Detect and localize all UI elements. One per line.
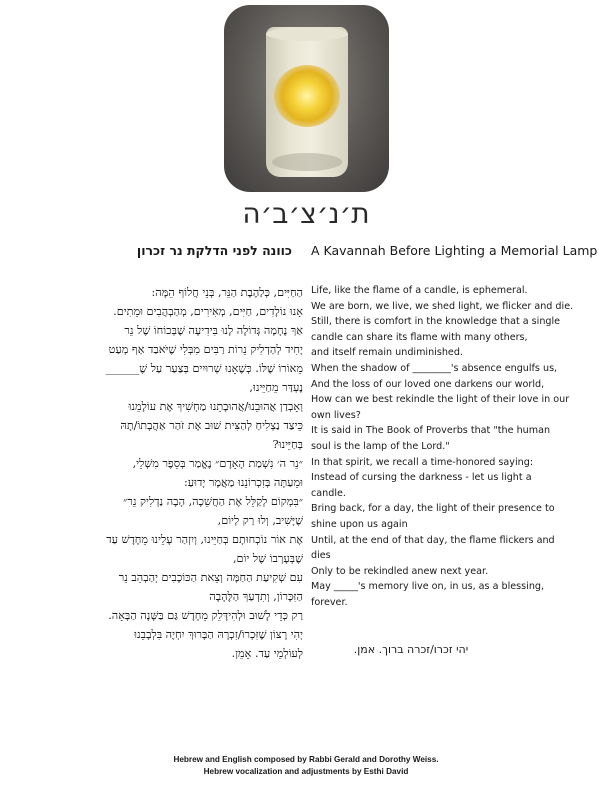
english-line: How can we best rekindle the light of their love in our (311, 394, 570, 406)
candle-icon (266, 27, 348, 177)
english-line: own lives? (311, 409, 361, 421)
english-heading: A Kavannah Before Lighting a Memorial Lamp (311, 243, 598, 258)
english-line: We are born, we live, we shed light, we flicker and die. (311, 300, 574, 312)
hebrew-line: הַזִּכָּרוֹן, וְתִדְעַךְ הַלֶּהָבָה (209, 590, 303, 603)
hebrew-line: וּמֵעַתָּה בְּזִכְרוֹנֵנוּ מַאֲמָר יָדוּעַ: (184, 476, 303, 489)
hebrew-line: רַק כְּדֵי לָשׁוּב וּלְהִידָּלֵק מֵחָדָשׁ גַּם בַּשָּׁנָה הַבָּאָה. (108, 609, 303, 622)
hebrew-line: ״בִּמְקוֹם לְקַלֵּל אֶת הַחֲשֵׁכָה, הָבָה נַדְלִיק נֵר״ (123, 495, 303, 508)
hebrew-line: שֶׁבְּעָרְבוֹ שֶׁל יוֹם, (233, 552, 303, 565)
credits-line-1: Hebrew and English composed by Rabbi Gerald and Dorothy Weiss. (173, 755, 439, 764)
english-line: and itself remain undiminished. (311, 347, 463, 359)
hebrew-line: אַךְ נֶחָמָה גְּדוֹלָה לָנוּ בִּידִיעָה שֶׁבְּכוֹחוֹ שֶׁל נֵר (124, 324, 303, 337)
hebrew-line: וְאָבְדַן אֲהוּבֵנוּ/אֲהוּבָתֵנוּ מַחְשִׁיךְ אֶת עוֹלָמֵנוּ (128, 400, 303, 413)
hebrew-line: אָנוּ נוֹלָדִים, חַיִּים, מְאִירִים, מְהַבְהֲבִים וּמֵתִים. (113, 305, 303, 318)
english-line: soul is the lamp of the Lord." (311, 440, 450, 452)
hebrew-line: עִם שְׁקִיעַת הַחַמָּה וְצֵאת הַכּוֹכָבִים יְהַבְהֵב נֵר (118, 571, 303, 584)
english-line: When the shadow of ________'s absence engulfs us, (311, 362, 558, 374)
hebrew-line: כֵּיצַד נַצְלִיחַ לְהַצִּית שׁוּב אֶת זֹהַר אַהֲבָתוֹ/תָהּ (120, 419, 303, 432)
english-line: candle can share its flame with many others, (311, 331, 528, 343)
english-text-column (311, 283, 576, 610)
english-line: Until, at the end of that day, the flame flickers and (311, 534, 555, 546)
hebrew-line: ״נֵר ה׳ נִשְׁמַת הָאָדָם״ נֶאֱמַר בְּסֵפֶר מִשְׁלֵי, (132, 457, 303, 470)
english-line: In that spirit, we recall a time-honored saying: (311, 456, 534, 468)
english-line: And the loss of our loved one darkens our world, (311, 378, 545, 390)
english-line: dies (311, 550, 331, 562)
credits-line-2: Hebrew vocalization and adjustments by Esthi David (203, 767, 409, 776)
english-line: Still, there is comfort in the knowledge that a single (311, 316, 561, 328)
english-line: Instead of cursing the darkness - let us light a (311, 472, 532, 484)
hebrew-line: אֶת אוֹר נוֹכְחוּתָם בְּחַיֵּינוּ, וְיִזְהַר עָלֵינוּ מֵחָדָשׁ עַד (106, 533, 303, 546)
english-line: Life, like the flame of a candle, is ephemeral. (311, 285, 528, 296)
hebrew-line: הַחַיִּים, כְּלַהֶבֶת הַנֵּר, בְּנֵי חֲלוֹף הֵמָּה: (151, 286, 303, 299)
hebrew-line: שֶׁיָּשִׁיב, וְלוּ רַק לְיוֹם, (217, 514, 303, 527)
hebrew-line: יְהִי רָצוֹן שֶׁזִּכְרוֹ/זִכְרָהּ הַבָּרוּךְ יִחְיֶה בִּלְבָבֵנוּ (134, 628, 303, 641)
english-line: forever. (311, 596, 348, 608)
candle-photo (224, 5, 389, 192)
english-line: Only to be rekindled anew next year. (311, 565, 489, 577)
english-line: shine upon us again (311, 518, 408, 530)
hebrew-line: נֶעְדַּר מֵחַיֵּינוּ, (249, 381, 303, 394)
hebrew-text-column (100, 283, 303, 663)
hebrew-line: מֵאוֹרוֹ שֶׁלּוֹ. כְּשֶׁאָנוּ שְׁרוּיִים בְּצַעַר עַל שֶׁ______ (105, 362, 303, 375)
hebrew-heading: כוונה לפני הדלקת נר זכרון (136, 243, 292, 258)
credits-footer (0, 754, 612, 778)
english-line: candle. (311, 487, 346, 499)
hebrew-line: לְעוֹלְמֵי עַד. אָמֵן. (231, 647, 303, 660)
hebrew-line: יָחִיד לְהַדְלִיק נֵרוֹת רַבִּים מִבְּלִי שֶׁיֹּאבַד אַף מְעַט (108, 343, 303, 356)
page-title: ת׳נ׳צ׳ב׳ה (242, 197, 370, 230)
hebrew-signoff: יהי זכרו/זכרה ברוך. אמן. (353, 643, 469, 656)
english-line: It is said in The Book of Proverbs that "the human (311, 425, 551, 437)
hebrew-line: בְּחַיֵּינוּ? (272, 438, 303, 451)
english-line: May _____'s memory live on, in us, as a blessing, (311, 581, 545, 593)
english-line: Bring back, for a day, the light of their presence to (311, 503, 555, 515)
